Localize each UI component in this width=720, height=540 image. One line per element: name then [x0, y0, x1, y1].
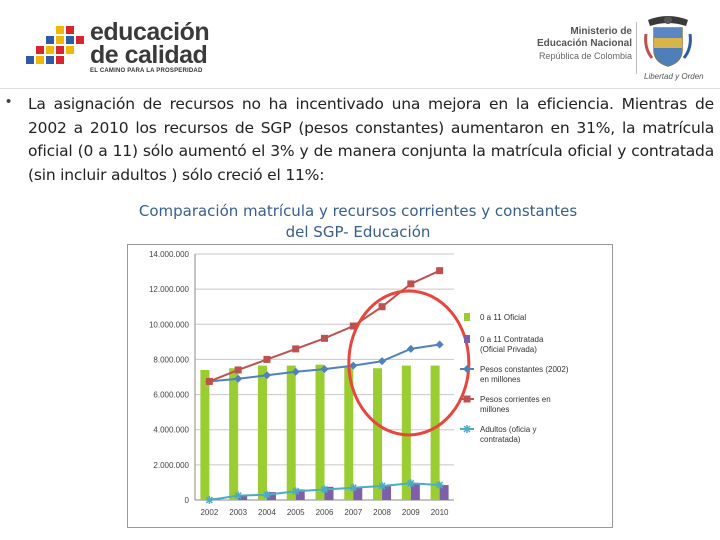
x-tick-label: 2009 [401, 508, 420, 517]
line-marker [206, 378, 213, 385]
x-tick-label: 2005 [286, 508, 305, 517]
bar [402, 366, 411, 500]
line-marker [464, 396, 471, 403]
bullet-text: La asignación de recursos no ha incentivado una mejora en la eficiencia. Mientras de 2002 a 2010 los recursos de SGP (pesos constantes) aumentaron en 31%, la matrícula oficial (0 a 11) sólo aumentó el 3% y de manera conjunta la matrícula oficial y contratada (sin incluir adultos ) sólo creció el 11%: [28, 95, 714, 184]
y-tick-label: 14.000.000 [148, 250, 189, 259]
line-marker [349, 484, 357, 492]
chart [127, 244, 613, 528]
x-tick-label: 2008 [373, 508, 391, 517]
line-marker [292, 487, 300, 495]
line-marker [463, 425, 471, 433]
legend-label: 0 a 11 Oficial [480, 313, 527, 322]
line-marker [205, 496, 213, 504]
colombia-shield-icon [642, 14, 694, 70]
y-tick-label: 6.000.000 [153, 390, 189, 400]
line-marker [263, 356, 270, 363]
motto: Libertad y Orden [644, 72, 704, 81]
line-marker [407, 479, 415, 487]
bar [373, 368, 382, 500]
y-tick-label: 4.000.000 [153, 425, 189, 435]
logo-line1: educación [90, 18, 210, 46]
bar [229, 368, 238, 500]
ministry-line3: República de Colombia [538, 51, 632, 61]
line-marker [407, 280, 414, 287]
x-tick-label: 2002 [200, 508, 219, 517]
line-marker [407, 345, 415, 353]
header-separator [0, 88, 720, 89]
ministry-line1: Ministerio de [570, 26, 632, 37]
line-marker [263, 491, 271, 499]
bar [200, 370, 209, 500]
bar [431, 366, 440, 500]
chart-svg [128, 245, 612, 527]
logo-line2: de calidad [90, 41, 208, 69]
header-divider [636, 22, 637, 74]
legend-label: Pesos corrientes en millones [480, 395, 551, 414]
legend-swatch [464, 335, 470, 343]
line-marker [234, 492, 242, 500]
bar [316, 365, 325, 500]
y-tick-label: 8.000.000 [153, 355, 189, 365]
y-tick-label: 10.000.000 [148, 320, 189, 330]
line-marker [235, 366, 242, 373]
education-logo-icon [26, 26, 84, 70]
bar [287, 366, 296, 500]
legend-label: Adultos (oficia y contratada) [480, 425, 537, 444]
line-marker [321, 485, 329, 493]
bar [258, 366, 267, 500]
line-marker [436, 340, 444, 348]
ministry-line2: Educación Nacional [536, 38, 632, 49]
legend-label: 0 a 11 Contratada (Oficial Privada) [480, 335, 544, 354]
ministry-name [537, 26, 632, 62]
header [0, 0, 720, 88]
line-marker [321, 335, 328, 342]
line-marker [436, 481, 444, 489]
line-marker [379, 303, 386, 310]
line-marker [378, 357, 386, 365]
x-tick-label: 2003 [229, 508, 248, 517]
legend-label: Pesos constantes (2002) en millones [480, 365, 569, 384]
y-tick-label: 2.000.000 [153, 460, 189, 470]
x-tick-label: 2004 [258, 508, 276, 517]
x-tick-label: 2006 [315, 508, 334, 517]
logo-tagline: EL CAMINO PARA LA PROSPERIDAD [90, 68, 203, 74]
legend-swatch [464, 313, 470, 321]
x-tick-label: 2010 [430, 508, 449, 517]
line-marker [436, 267, 443, 274]
chart-title: Comparación matrícula y recursos corrientes y constantes del SGP- Educación [138, 202, 578, 241]
education-logo[interactable] [22, 18, 212, 78]
bar [411, 484, 420, 500]
line-marker [292, 345, 299, 352]
y-tick-label: 0 [184, 496, 189, 505]
x-tick-label: 2007 [344, 508, 363, 517]
y-tick-label: 12.000.000 [148, 285, 189, 295]
bullet-icon: • [6, 93, 12, 110]
line-marker [378, 482, 386, 490]
